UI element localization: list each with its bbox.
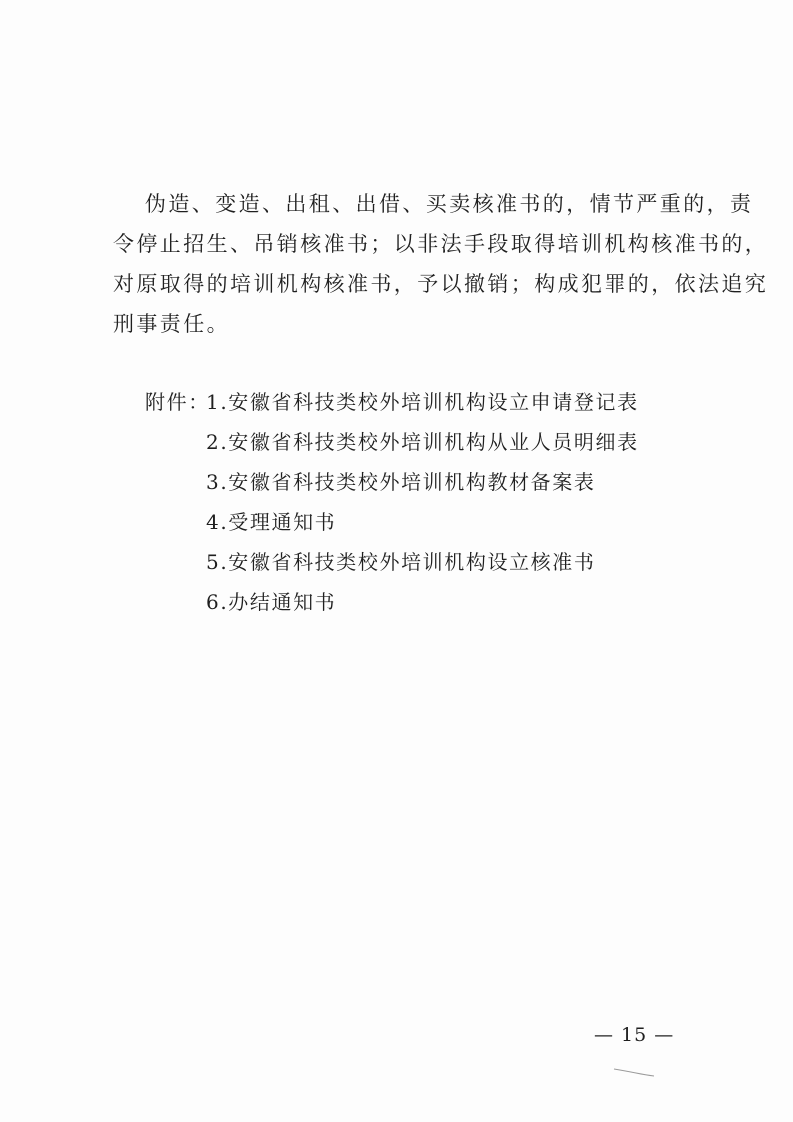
paragraph-line-4: 刑事责任。	[113, 312, 230, 336]
page-number: — 15 —	[594, 1024, 675, 1046]
attachment-item-1: 1.安徽省科技类校外培训机构设立申请登记表	[206, 390, 639, 414]
attachment-item-2: 2.安徽省科技类校外培训机构从业人员明细表	[206, 430, 639, 454]
attachments-label: 附件：	[145, 390, 210, 414]
paragraph-line-3: 对原取得的培训机构核准书，予以撤销；构成犯罪的，依法追究	[113, 272, 769, 296]
paragraph-line-2: 令停止招生、吊销核准书；以非法手段取得培训机构核准书的，	[113, 232, 769, 256]
attachment-item-5: 5.安徽省科技类校外培训机构设立核准书	[206, 550, 596, 574]
scan-artifact-mark	[612, 1066, 656, 1078]
attachment-item-3: 3.安徽省科技类校外培训机构教材备案表	[206, 470, 596, 494]
paragraph-line-1: 伪造、变造、出租、出借、买卖核准书的，情节严重的，责	[145, 192, 754, 216]
attachment-item-6: 6.办结通知书	[206, 590, 337, 614]
attachment-item-4: 4.受理通知书	[206, 510, 337, 534]
